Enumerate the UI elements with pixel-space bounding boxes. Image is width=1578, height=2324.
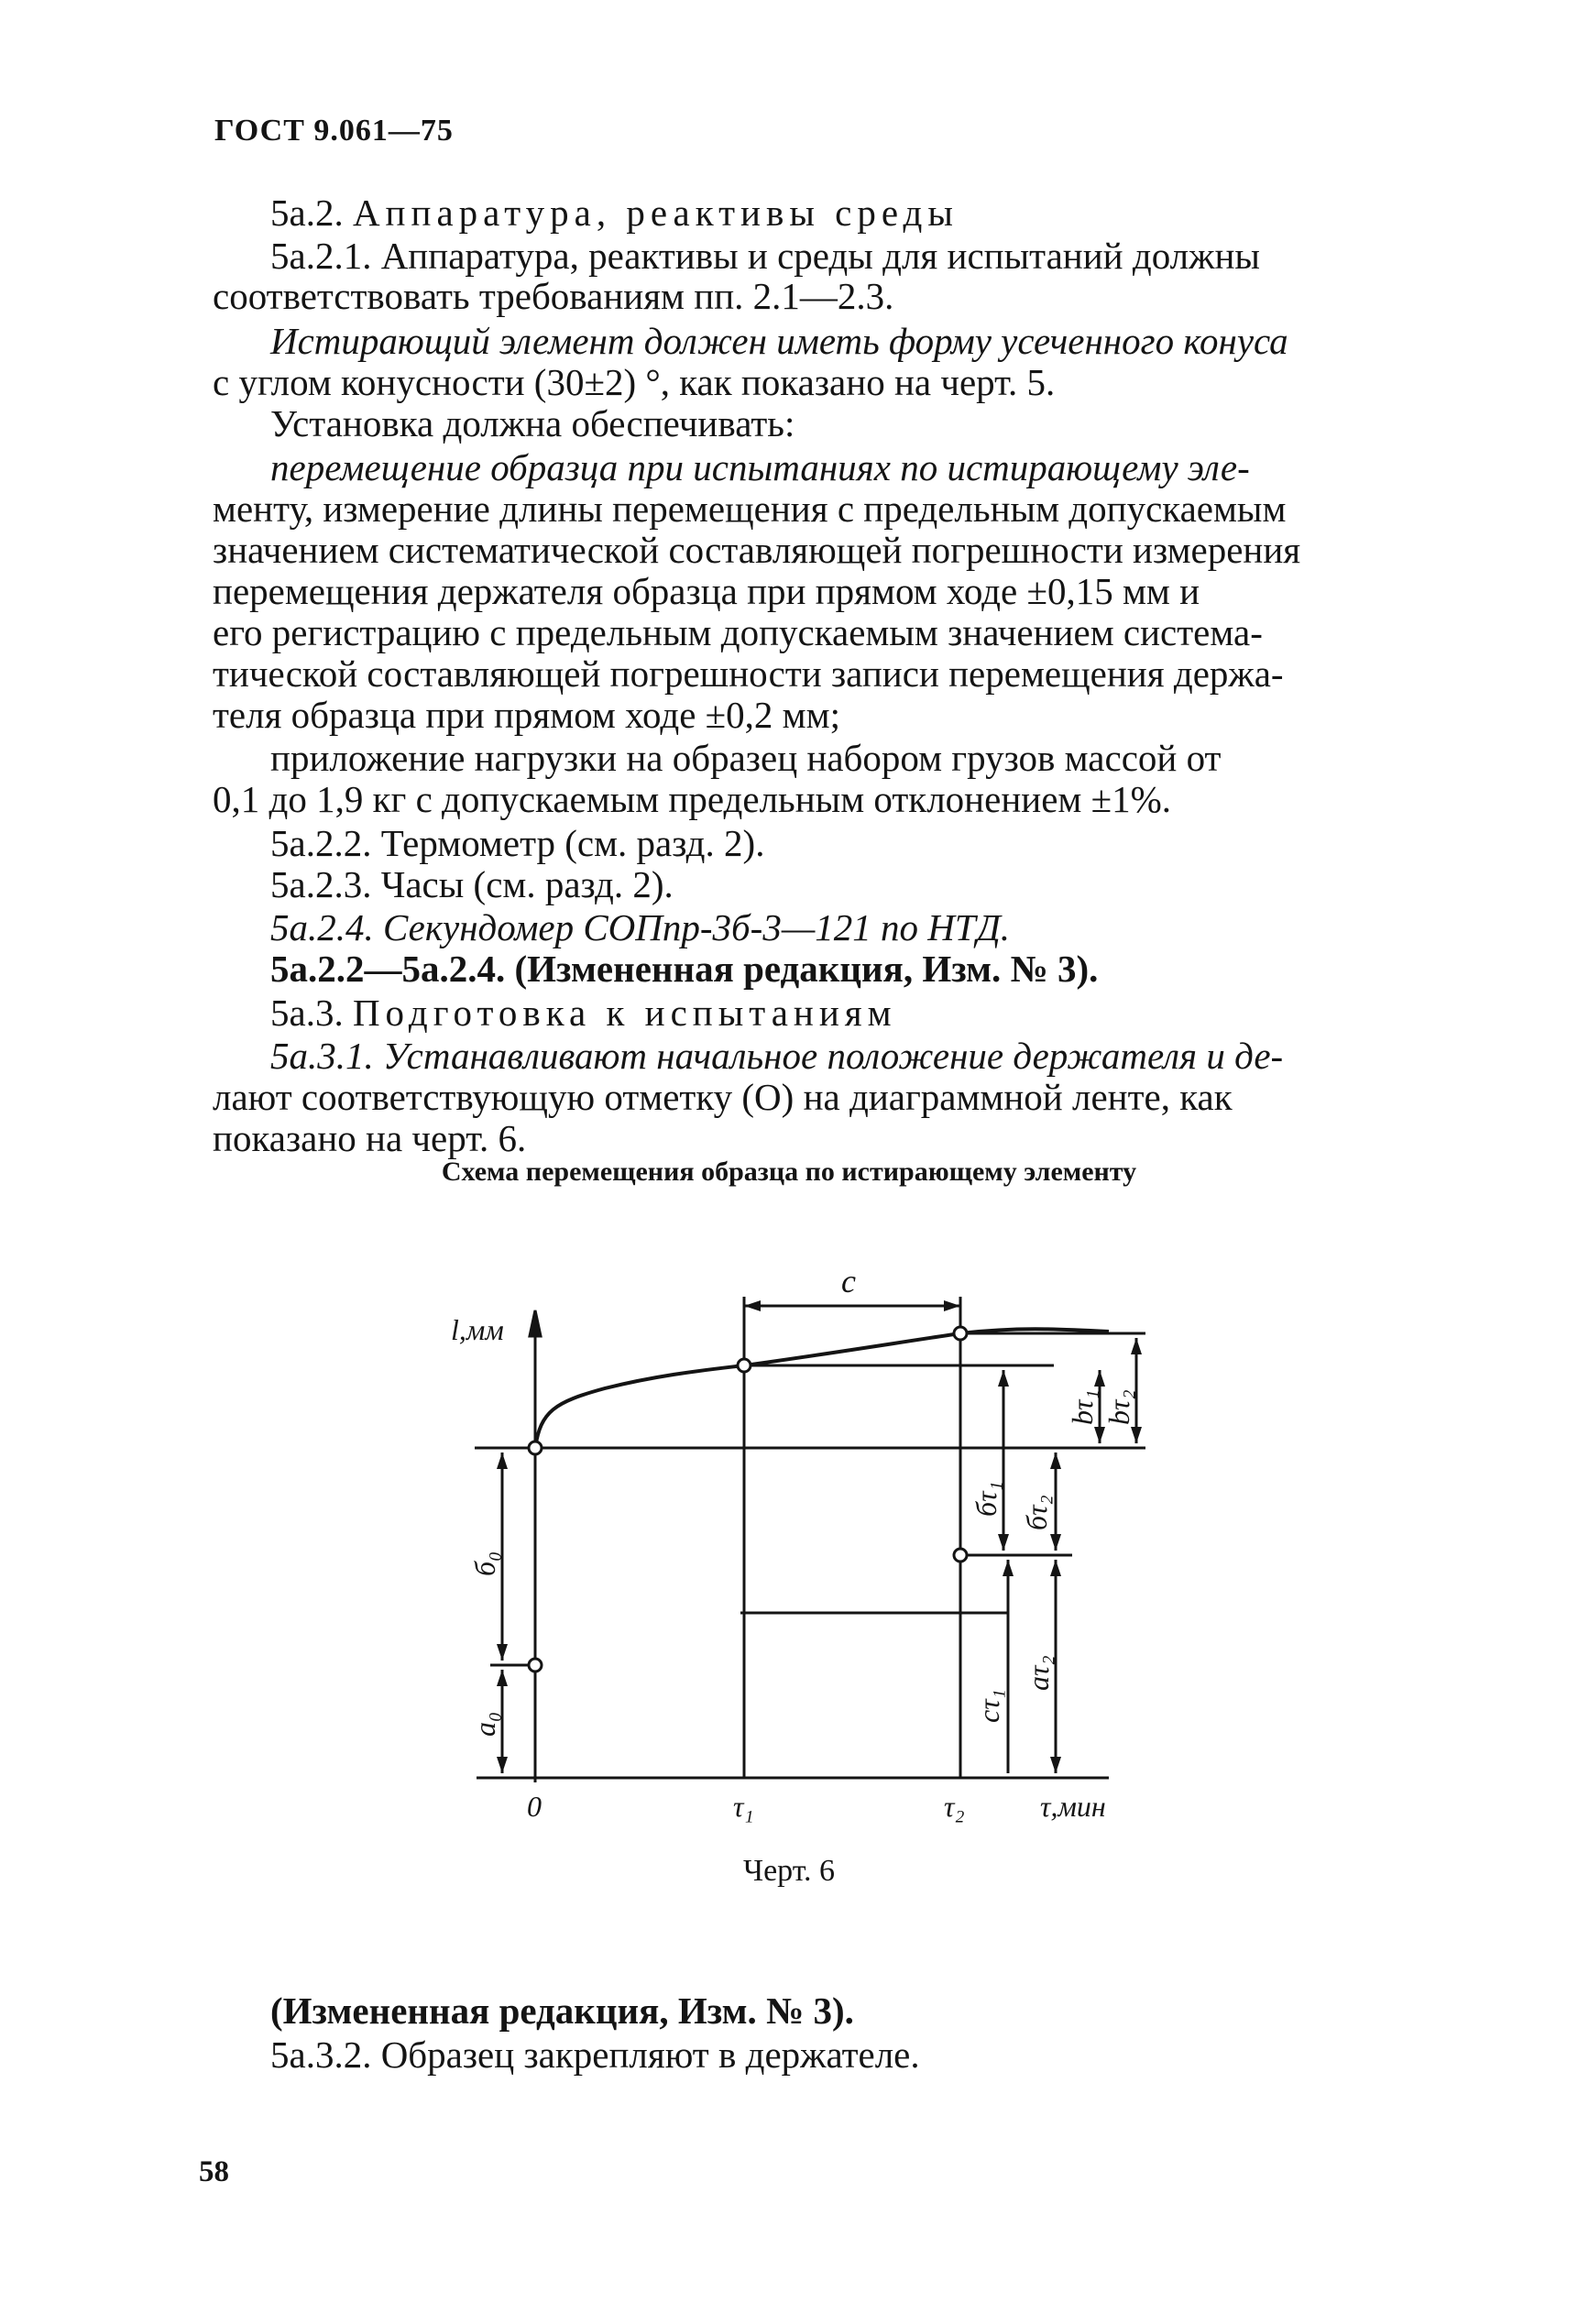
paragraph-line: перемещение образца при испытаниях по истирающему эле- <box>270 446 1250 488</box>
dimension-arrows <box>497 1300 1142 1773</box>
paragraph-line: 5а.2.2. Термометр (см. разд. 2). <box>270 822 765 864</box>
paragraph-line: с углом конусности (30±2) °, как показано на черт. 5. <box>213 361 1056 403</box>
paragraph-line: приложение нагрузки на образец набором грузов массой от <box>270 737 1222 779</box>
paragraph-line: 5а.2.1. Аппаратура, реактивы и среды для испытаний должны <box>270 235 1260 277</box>
paragraph-line: соответствовать требованиям пп. 2.1—2.3. <box>213 275 894 317</box>
marker-points <box>529 1327 967 1672</box>
document-header: ГОСТ 9.061—75 <box>214 114 454 148</box>
point-t1 <box>738 1359 751 1372</box>
bt2-label: bτ₂ <box>1102 1389 1135 1425</box>
paragraph-line: его регистрацию с предельным допускаемым значением система- <box>213 611 1263 653</box>
paragraph-line: теля образца при прямом ходе ±0,2 мм; <box>213 694 840 736</box>
section-heading-5a3-title: Подготовка к испытаниям <box>352 992 897 1034</box>
paragraph-line: 5а.3.1. Устанавливают начальное положение держателя и де- <box>270 1035 1284 1077</box>
section-heading-5a2: 5а.2. Аппаратура, реактивы среды <box>270 192 959 234</box>
at2-label: aτ₂ <box>1022 1655 1055 1691</box>
page-number: 58 <box>199 2155 229 2188</box>
figure-caption: Черт. 6 <box>742 1854 836 1888</box>
section-heading-5a3: 5а.3. Подготовка к испытаниям <box>270 992 897 1034</box>
paragraph-line: Истирающий элемент должен иметь форму усеченного конуса <box>270 320 1288 362</box>
bbt1-label: бτ₁ <box>970 1481 1003 1517</box>
bbt2-label: бτ₂ <box>1020 1495 1053 1530</box>
b0-label: б₀ <box>468 1551 501 1576</box>
a0-label: a₀ <box>468 1711 501 1737</box>
c-label: c <box>841 1263 856 1299</box>
t1-label: τ₁ <box>733 1790 754 1823</box>
amendment-note: (Измененная редакция, Изм. № 3). <box>270 1990 854 2032</box>
paragraph-line: 5а.2.4. Секундомер СОПпр-3б-3—121 по НТД. <box>270 906 1011 948</box>
point-t2 <box>954 1327 967 1340</box>
paragraph-line: лают соответствующую отметку (О) на диаграммной ленте, как <box>213 1076 1233 1118</box>
y-axis-arrow <box>530 1310 541 1336</box>
paragraph-line: Установка должна обеспечивать: <box>270 402 795 444</box>
origin-label: 0 <box>527 1790 542 1823</box>
displacement-curve <box>535 1329 1109 1448</box>
ct1-label: cτ₁ <box>972 1689 1005 1723</box>
t2-label: τ₂ <box>944 1790 965 1823</box>
paragraph-line: показано на черт. 6. <box>213 1117 527 1159</box>
bt1-label: bτ₁ <box>1066 1389 1099 1425</box>
figure-title: Схема перемещения образца по истирающему элементу <box>441 1157 1137 1187</box>
paragraph-line: перемещения держателя образца при прямом ходе ±0,15 мм и <box>213 570 1200 612</box>
amendment-note: 5а.2.2—5а.2.4. (Измененная редакция, Изм. № 3). <box>270 948 1099 990</box>
paragraph-line: 5а.3.2. Образец закрепляют в держателе. <box>270 2034 920 2076</box>
x-axis-label: τ,мин <box>1040 1790 1106 1823</box>
paragraph-line: 5а.2.3. Часы (см. разд. 2). <box>270 863 674 905</box>
point-origin <box>529 1442 542 1454</box>
point-a0 <box>529 1659 542 1672</box>
paragraph-line: тической составляющей погрешности записи перемещения держа- <box>213 652 1284 695</box>
paragraph-line: менту, измерение длины перемещения с предельным допускаемым <box>213 488 1287 530</box>
y-axis-label: l,мм <box>451 1313 504 1346</box>
paragraph-line: значением систематической составляющей погрешности измерения <box>213 529 1301 571</box>
section-heading-5a2-title: Аппаратура, реактивы среды <box>352 192 959 234</box>
paragraph-line: 0,1 до 1,9 кг с допускаемым предельным отклонением ±1%. <box>213 778 1172 820</box>
point-t2-lower <box>954 1549 967 1562</box>
